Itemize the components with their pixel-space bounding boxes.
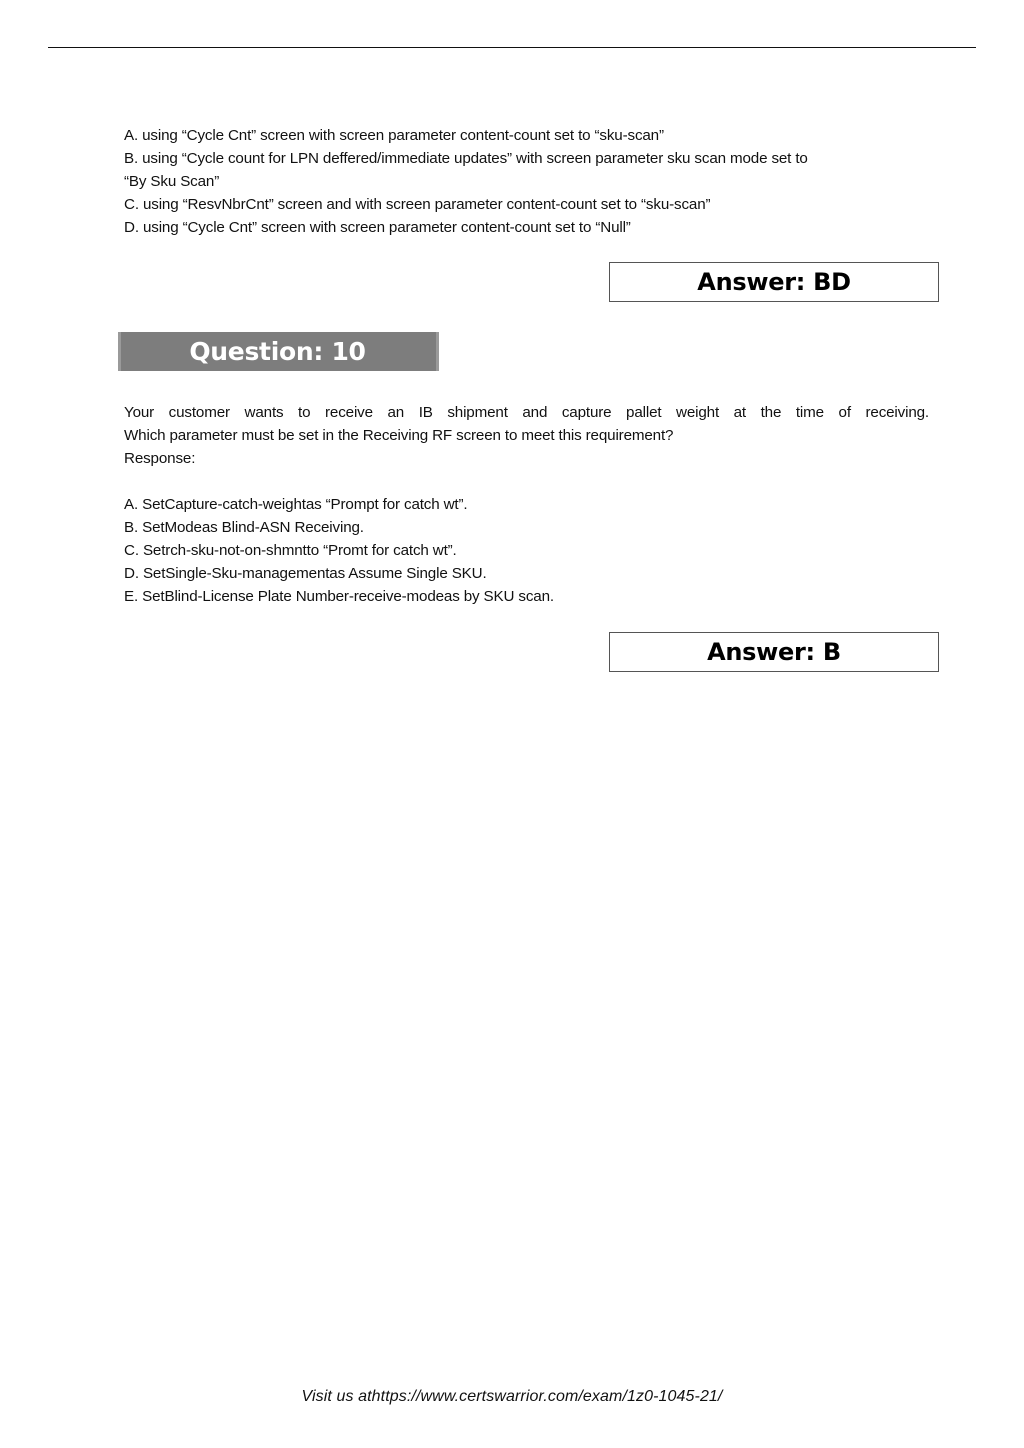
option-d: D. using “Cycle Cnt” screen with screen parameter content-count set to “Null” bbox=[124, 219, 631, 236]
option-a: A. SetCapture-catch-weightas “Prompt for catch wt”. bbox=[124, 496, 468, 513]
question-header bbox=[118, 332, 439, 371]
answer-box-previous bbox=[609, 262, 939, 302]
option-b-continued: “By Sku Scan” bbox=[124, 173, 220, 190]
option-a: A. using “Cycle Cnt” screen with screen parameter content-count set to “sku-scan” bbox=[124, 127, 664, 144]
previous-question-options bbox=[124, 124, 808, 239]
answer-text: Answer: BD bbox=[697, 268, 851, 296]
question-options bbox=[124, 493, 554, 608]
stem-line-1: Your customer wants to receive an IB shipment and capture pallet weight at the time of receiving. bbox=[124, 404, 929, 421]
option-e: E. SetBlind-License Plate Number-receive-modeas by SKU scan. bbox=[124, 588, 554, 605]
option-b: B. using “Cycle count for LPN deffered/immediate updates” with screen parameter sku scan mode set to bbox=[124, 150, 808, 167]
option-c: C. Setrch-sku-not-on-shmntto “Promt for catch wt”. bbox=[124, 542, 457, 559]
answer-box-question-10 bbox=[609, 632, 939, 672]
option-c: C. using “ResvNbrCnt” screen and with screen parameter content-count set to “sku-scan” bbox=[124, 196, 711, 213]
stem-line-3: Response: bbox=[124, 450, 196, 467]
footer-link[interactable]: Visit us athttps://www.certswarrior.com/exam/1z0-1045-21/ bbox=[301, 1388, 723, 1405]
option-d: D. SetSingle-Sku-managementas Assume Single SKU. bbox=[124, 565, 487, 582]
question-stem bbox=[124, 401, 929, 470]
stem-line-2: Which parameter must be set in the Receiving RF screen to meet this requirement? bbox=[124, 427, 674, 444]
question-title: Question: 10 bbox=[189, 337, 366, 366]
option-b: B. SetModeas Blind-ASN Receiving. bbox=[124, 519, 364, 536]
answer-text: Answer: B bbox=[707, 638, 841, 666]
header-rule bbox=[48, 47, 976, 48]
